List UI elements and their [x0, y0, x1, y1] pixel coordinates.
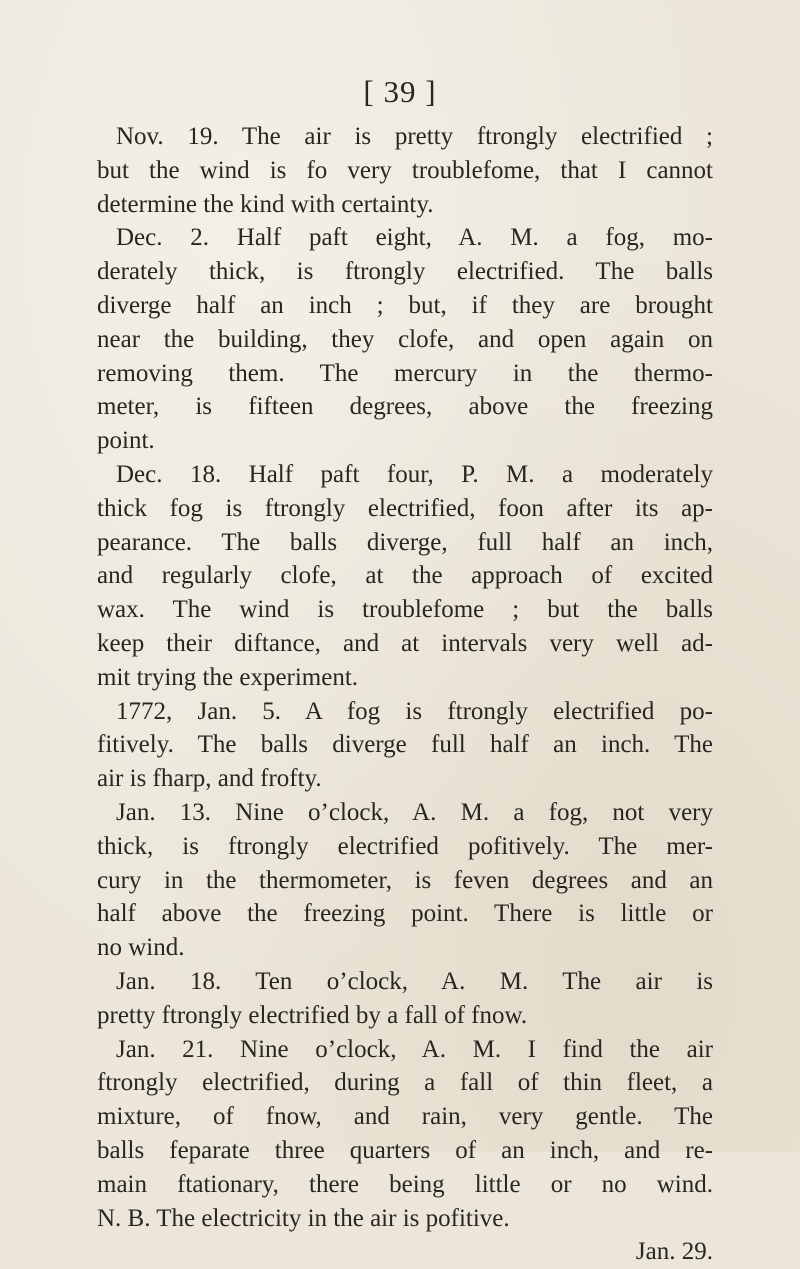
- text-line: keep their diftance, and at intervals very well ad-: [97, 629, 713, 657]
- text-line: mit trying the experiment.: [97, 663, 359, 691]
- text-line: half above the freezing point. There is little or: [97, 900, 713, 928]
- text-line: diverge half an inch ; but, if they are brought: [97, 291, 713, 319]
- text-line: N. B. The electricity in the air is pofitive.: [97, 1204, 510, 1232]
- text-line: pearance. The balls diverge, full half an inch,: [97, 528, 713, 556]
- text-line: balls feparate three quarters of an inch, and re-: [97, 1136, 713, 1164]
- text-line: thick fog is ftrongly electrified, foon after its ap-: [97, 494, 713, 522]
- text-line: and regularly clofe, at the approach of excited: [97, 562, 713, 590]
- text-line: Jan. 13. Nine o’clock, A. M. a fog, not very: [116, 798, 713, 826]
- text-line: fitively. The balls diverge full half an inch. The: [97, 731, 713, 759]
- text-line: cury in the thermometer, is feven degrees and an: [97, 866, 713, 894]
- text-line: meter, is fifteen degrees, above the freezing: [97, 393, 713, 421]
- text-line: near the building, they clofe, and open again on: [97, 325, 713, 353]
- text-line: determine the kind with certainty.: [97, 190, 434, 218]
- text-line: pretty ftrongly electrified by a fall of fnow.: [97, 1001, 528, 1029]
- text-line: Jan. 18. Ten o’clock, A. M. The air is: [116, 967, 713, 995]
- body-text: [97, 120, 713, 1269]
- text-line: no wind.: [97, 934, 185, 962]
- text-line: thick, is ftrongly electrified pofitively. The mer-: [97, 832, 713, 860]
- catchword: Jan. 29.: [635, 1238, 713, 1266]
- page-number: [ 39 ]: [363, 74, 437, 109]
- text-line: but the wind is fo very troublefome, that I cannot: [97, 156, 713, 184]
- text-line: main ftationary, there being little or no wind.: [97, 1170, 713, 1198]
- text-line: Jan. 21. Nine o’clock, A. M. I find the air: [116, 1035, 713, 1063]
- text-line: ftrongly electrified, during a fall of thin fleet, a: [97, 1069, 713, 1097]
- text-line: mixture, of fnow, and rain, very gentle. The: [97, 1103, 713, 1131]
- text-line: derately thick, is ftrongly electrified. The balls: [97, 258, 713, 286]
- text-line: Dec. 2. Half paft eight, A. M. a fog, mo-: [116, 224, 713, 252]
- text-line: point.: [97, 427, 155, 455]
- text-line: removing them. The mercury in the thermo-: [97, 359, 713, 387]
- text-line: Nov. 19. The air is pretty ftrongly electrified ;: [116, 123, 713, 150]
- text-line: 1772, Jan. 5. A fog is ftrongly electrified po-: [116, 697, 713, 725]
- text-line: wax. The wind is troublefome ; but the balls: [97, 596, 713, 624]
- text-line: Dec. 18. Half paft four, P. M. a moderately: [116, 460, 713, 488]
- text-line: air is fharp, and frofty.: [97, 765, 322, 793]
